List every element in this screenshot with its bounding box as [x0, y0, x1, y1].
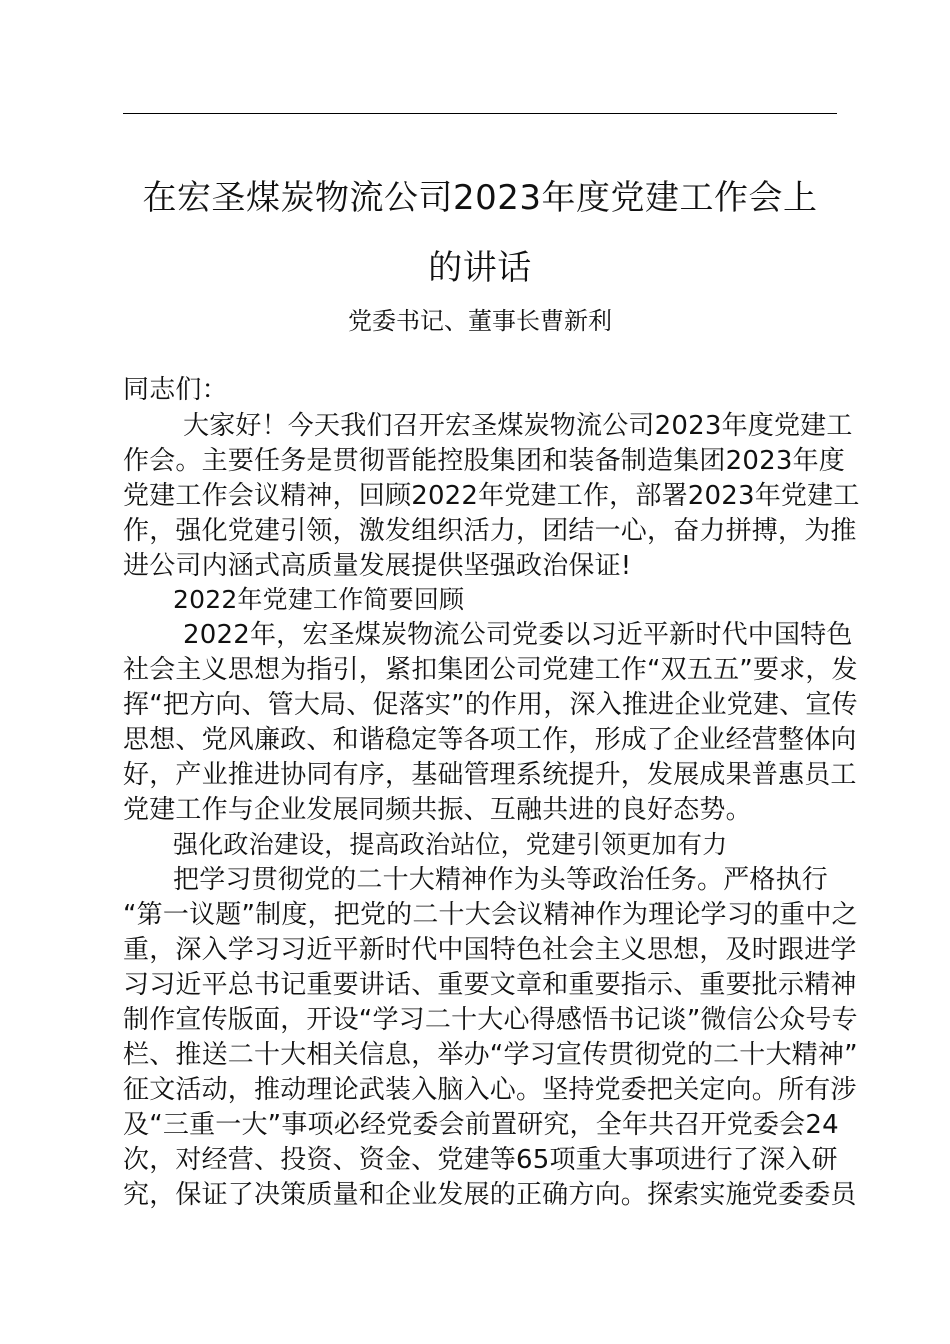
paragraph-line: 进公司内涵式高质量发展提供坚强政治保证! [123, 551, 632, 581]
paragraph-line: 好，产业推进协同有序，基础管理系统提升，发展成果普惠员工 [123, 760, 857, 790]
paragraph-line: 把学习贯彻党的二十大精神作为头等政治任务。严格执行 [173, 865, 829, 895]
paragraph-line: 重，深入学习习近平新时代中国特色社会主义思想，及时跟进学 [123, 935, 857, 965]
section-heading: 强化政治建设，提高政治站位，党建引领更加有力 [173, 830, 728, 859]
paragraph-line: “第一议题”制度，把党的二十大会议精神作为理论学习的重中之 [123, 900, 858, 930]
paragraph-line: 究，保证了决策质量和企业发展的正确方向。探索实施党委委员 [123, 1180, 857, 1210]
paragraph-line: 制作宣传版面，开设“学习二十大心得感悟书记谈”微信公众号专 [123, 1005, 858, 1035]
paragraph-line: 习习近平总书记重要讲话、重要文章和重要指示、重要批示精神 [123, 970, 857, 1000]
paragraph-line: 作，强化党建引领，激发组织活力，团结一心，奋力拼搏，为推 [123, 516, 857, 546]
section-heading: 2022年党建工作简要回顾 [173, 585, 465, 614]
salutation: 同志们： [123, 375, 228, 405]
paragraph-line: 及“三重一大”事项必经党委会前置研究，全年共召开党委会24 [123, 1110, 839, 1140]
paragraph-line: 党建工作与企业发展同频共振、互融共进的良好态势。 [123, 795, 752, 825]
paragraph-line: 作会。主要任务是贯彻晋能控股集团和装备制造集团2023年度 [123, 446, 845, 476]
paragraph-line: 征文活动，推动理论武装入脑入心。坚持党委把关定向。所有涉 [123, 1075, 857, 1105]
paragraph-line: 2022年，宏圣煤炭物流公司党委以习近平新时代中国特色 [183, 620, 853, 650]
header-rule [123, 113, 837, 114]
paragraph-line: 栏、推送二十大相关信息，举办“学习宣传贯彻党的二十大精神” [123, 1040, 858, 1070]
paragraph-line: 次，对经营、投资、资金、党建等65项重大事项进行了深入研 [123, 1145, 838, 1175]
paragraph-line: 思想、党风廉政、和谐稳定等各项工作，形成了企业经营整体向 [123, 725, 857, 755]
document-title-line-2: 的讲话 [428, 248, 532, 288]
document-author: 党委书记、董事长曹新利 [348, 307, 612, 335]
paragraph-line: 挥“把方向、管大局、促落实”的作用，深入推进企业党建、宣传 [123, 690, 858, 720]
paragraph-line: 社会主义思想为指引，紧扣集团公司党建工作“双五五”要求，发 [123, 655, 858, 685]
document-title-line-1: 在宏圣煤炭物流公司2023年度党建工作会上 [142, 178, 818, 218]
paragraph-line: 大家好！今天我们召开宏圣煤炭物流公司2023年度党建工 [183, 411, 853, 441]
paragraph-line: 党建工作会议精神，回顾2022年党建工作，部署2023年党建工 [123, 481, 860, 511]
